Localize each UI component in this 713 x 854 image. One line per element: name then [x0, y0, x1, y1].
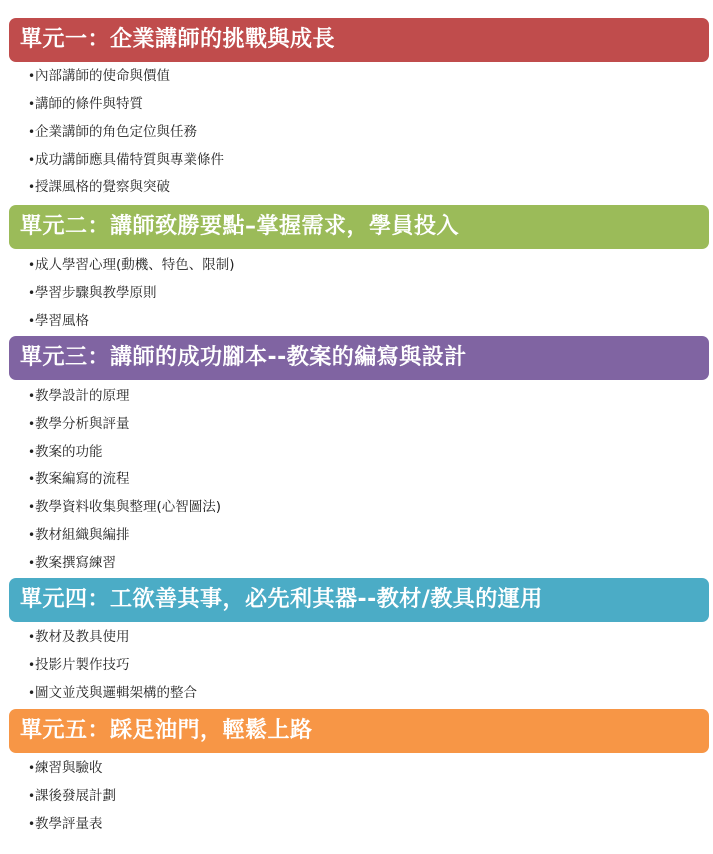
unit-1-item: •授課風格的覺察與突破: [28, 176, 170, 198]
bullet-icon: •: [28, 761, 36, 775]
unit-4-item: •教材及教具使用: [28, 626, 130, 648]
bullet-icon: •: [28, 500, 36, 514]
unit-4-header: [9, 578, 709, 622]
unit-5-item: •練習與驗收: [28, 757, 103, 779]
bullet-icon: •: [28, 258, 36, 272]
bullet-icon: •: [28, 817, 36, 831]
unit-3-title: 單元三：講師的成功腳本--教案的編寫與設計: [20, 345, 467, 370]
bullet-icon: •: [28, 314, 36, 328]
unit-4-item: •圖文並茂與邏輯架構的整合: [28, 682, 197, 704]
unit-3-item: •教學分析與評量: [28, 413, 130, 435]
unit-5-item: •教學評量表: [28, 813, 103, 835]
unit-2-item: •成人學習心理(動機、特色、限制): [28, 254, 235, 276]
bullet-icon: •: [28, 528, 36, 542]
unit-4-item: •投影片製作技巧: [28, 654, 130, 676]
bullet-icon: •: [28, 153, 36, 167]
bullet-icon: •: [28, 472, 36, 486]
unit-1-item: •企業講師的角色定位與任務: [28, 121, 197, 143]
unit-1-header: [9, 18, 709, 62]
unit-2-item: •學習步驟與教學原則: [28, 282, 157, 304]
bullet-icon: •: [28, 686, 36, 700]
bullet-icon: •: [28, 445, 36, 459]
unit-3-header: [9, 336, 709, 380]
unit-1-item: •講師的條件與特質: [28, 93, 143, 115]
unit-3-item: •教學設計的原理: [28, 385, 130, 407]
bullet-icon: •: [28, 630, 36, 644]
unit-1-item: •內部講師的使命與價值: [28, 65, 170, 87]
bullet-icon: •: [28, 286, 36, 300]
unit-5-item: •課後發展計劃: [28, 785, 116, 807]
unit-3-item: •教案撰寫練習: [28, 552, 116, 574]
unit-3-item: •教案的功能: [28, 441, 103, 463]
unit-5-header: [9, 709, 709, 753]
bullet-icon: •: [28, 180, 36, 194]
unit-4-title: 單元四：工欲善其事，必先利其器--教材/教具的運用: [20, 587, 543, 612]
bullet-icon: •: [28, 658, 36, 672]
unit-1-item: •成功講師應具備特質與專業條件: [28, 149, 224, 171]
bullet-icon: •: [28, 69, 36, 83]
unit-1-title: 單元一：企業講師的挑戰與成長: [20, 27, 336, 52]
unit-2-item: •學習風格: [28, 310, 89, 332]
bullet-icon: •: [28, 556, 36, 570]
bullet-icon: •: [28, 417, 36, 431]
bullet-icon: •: [28, 389, 36, 403]
bullet-icon: •: [28, 789, 36, 803]
unit-3-item: •教材組織與編排: [28, 524, 130, 546]
unit-3-item: •教學資料收集與整理(心智圖法): [28, 496, 221, 518]
unit-3-item: •教案編寫的流程: [28, 468, 130, 490]
bullet-icon: •: [28, 97, 36, 111]
unit-2-header: [9, 205, 709, 249]
unit-5-title: 單元五：踩足油門，輕鬆上路: [20, 718, 313, 743]
unit-2-title: 單元二：講師致勝要點–掌握需求，學員投入: [20, 214, 460, 239]
bullet-icon: •: [28, 125, 36, 139]
